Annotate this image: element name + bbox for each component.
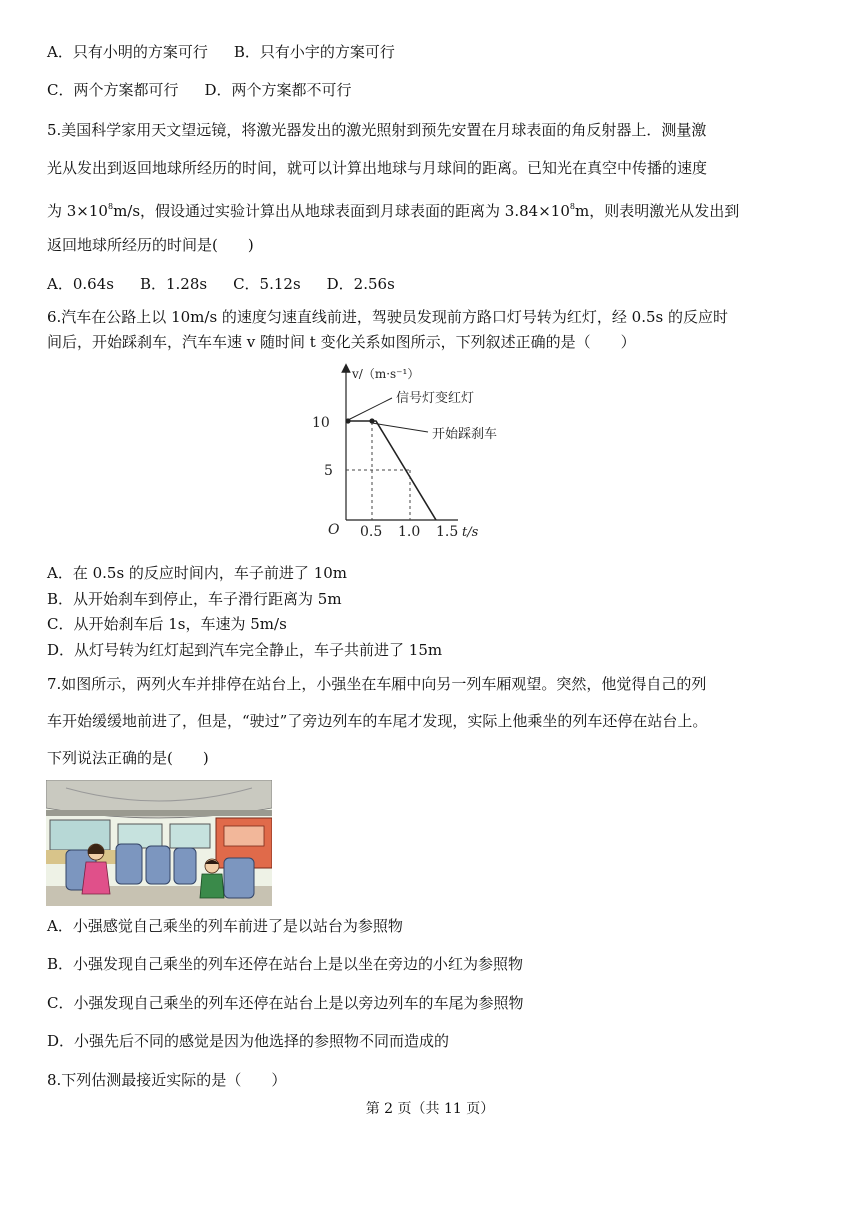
q5-stem-line-4: 返回地球所经历的时间是( ) xyxy=(47,236,254,254)
q5-stem-line-3: 为 $3\times 10^8m/s$，假设通过实验计算出从地球表面到月球表面的距离为 $3.84\times 10^8m$，则表明激光从发出到 xyxy=(47,202,740,220)
train-carriage-illustration xyxy=(46,780,272,906)
q6-option-c: C．从开始刹车后 1s，车速为 5m/s xyxy=(47,615,287,633)
q7-option-a: A．小强感觉自己乘坐的列车前进了是以站台为参照物 xyxy=(47,917,403,935)
q4-option-a: A．只有小明的方案可行 xyxy=(47,43,208,61)
q7-stem-line-1: 7.如图所示，两列火车并排停在站台上，小强坐在车厢中向另一列车厢观望。突然，他觉得自己的列 xyxy=(47,675,707,693)
q4-option-d: D．两个方案都不可行 xyxy=(204,81,352,99)
q4-option-c: C．两个方案都可行 xyxy=(47,81,179,99)
x-tick-0.5: 0.5 xyxy=(360,524,383,540)
q7-option-c: C．小强发现自己乘坐的列车还停在站台上是以旁边列车的车尾为参照物 xyxy=(47,994,524,1012)
annotation-brake: 开始踩刹车 xyxy=(432,427,498,442)
q5-option-c: C．5.12s xyxy=(233,275,301,293)
x-axis-label: t/s xyxy=(462,525,479,540)
y-axis-label: v/（m·s⁻¹） xyxy=(352,367,420,381)
velocity-time-graph xyxy=(300,360,540,550)
x-tick-1.0: 1.0 xyxy=(398,524,421,540)
origin-label: O xyxy=(328,522,340,538)
q5-stem-line-1: 5.美国科学家用天文望远镜，将激光器发出的激光照射到预先安置在月球表面的角反射器上．测量激 xyxy=(47,121,707,139)
q4-options-row-2 xyxy=(47,80,352,100)
q7-option-d: D．小强先后不同的感觉是因为他选择的参照物不同而造成的 xyxy=(47,1032,450,1050)
q5-option-b: B．1.28s xyxy=(139,275,208,293)
q5-stem-line-2: 光从发出到返回地球所经历的时间，就可以计算出地球与月球间的距离。已知光在真空中传播的速度 xyxy=(47,159,708,177)
page-footer: 第 2 页（共 11 页） xyxy=(365,1101,495,1117)
x-tick-1.5: 1.5 xyxy=(436,524,459,540)
annotation-red-light: 信号灯变红灯 xyxy=(396,391,475,406)
q6-option-b: B．从开始刹车到停止，车子滑行距离为 5m xyxy=(47,590,342,608)
q5-option-a: A．0.64s xyxy=(47,275,114,293)
q5-option-d: D．2.56s xyxy=(326,275,395,293)
q6-stem-line-1: 6.汽车在公路上以 10m/s 的速度匀速直线前进，驾驶员发现前方路口灯号转为红灯，经 0.5s 的反应时 xyxy=(47,308,729,326)
q6-option-d: D．从灯号转为红灯起到汽车完全静止，车子共前进了 15m xyxy=(47,641,443,659)
q7-stem-line-3: 下列说法正确的是( ) xyxy=(47,749,209,767)
q7-option-b: B．小强发现自己乘坐的列车还停在站台上是以坐在旁边的小红为参照物 xyxy=(47,955,524,973)
y-tick-10: 10 xyxy=(312,415,330,431)
q6-option-a: A．在 0.5s 的反应时间内，车子前进了 10m xyxy=(47,564,348,582)
q8-stem-line-1: 8.下列估测最接近实际的是（ ） xyxy=(47,1071,287,1089)
q4-option-b: B．只有小宇的方案可行 xyxy=(233,43,395,61)
q4-options-row-1 xyxy=(47,42,395,62)
y-tick-5: 5 xyxy=(324,463,333,479)
q5-options xyxy=(47,274,395,294)
q6-stem-line-2: 间后，开始踩刹车，汽车车速 v 随时间 t 变化关系如图所示，下列叙述正确的是（ ） xyxy=(47,333,636,351)
q7-stem-line-2: 车开始缓缓地前进了，但是，“驶过”了旁边列车的车尾才发现，实际上他乘坐的列车还停在站台上。 xyxy=(47,712,708,730)
leader-red-light xyxy=(348,398,392,420)
